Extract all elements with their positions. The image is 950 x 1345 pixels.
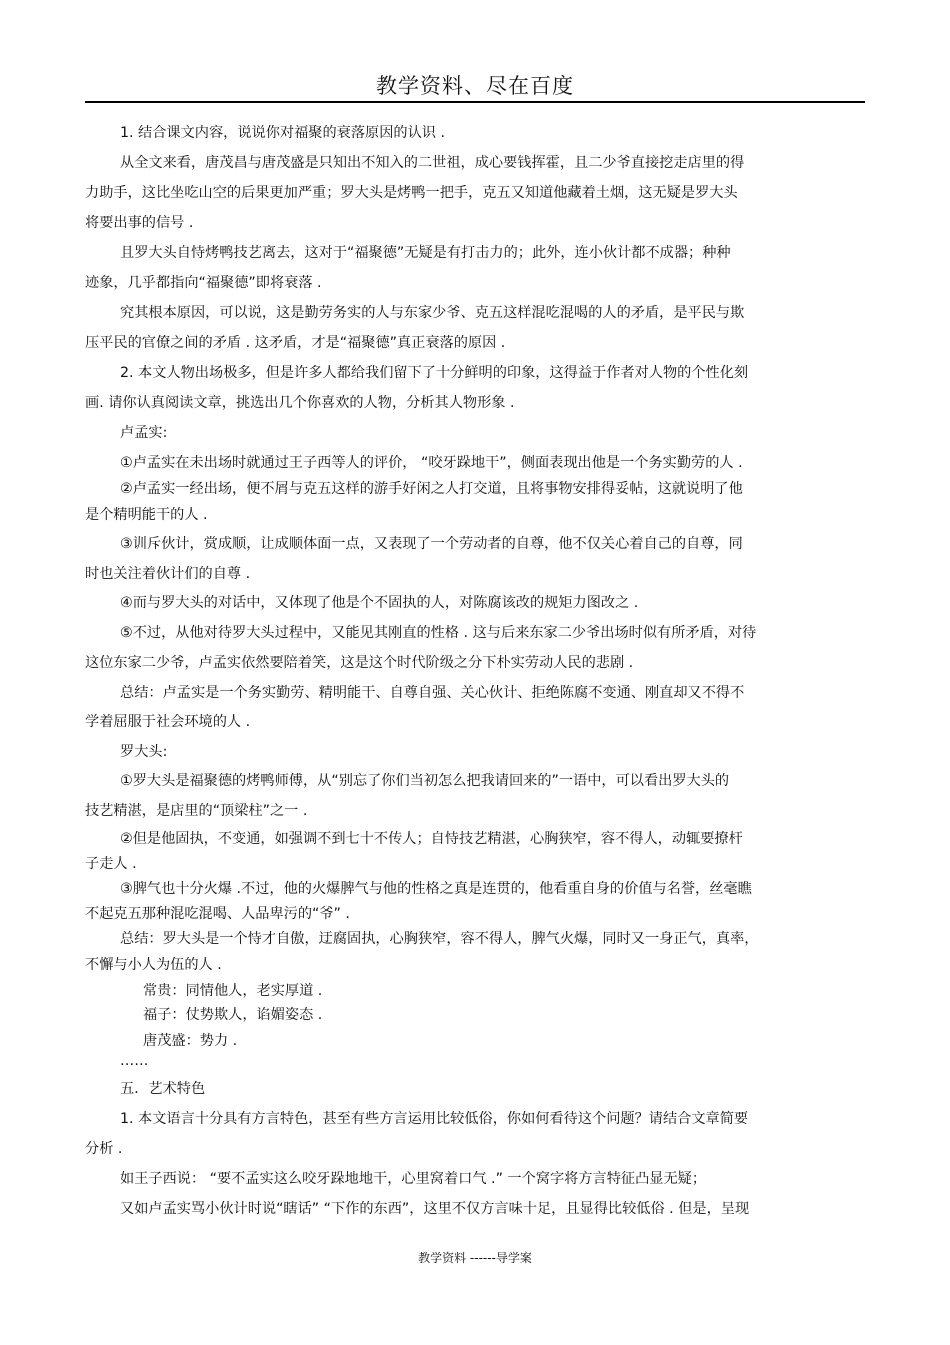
- text-line: 分析 .: [85, 1141, 123, 1157]
- text-line: 唐茂盛：势力 .: [143, 1033, 238, 1049]
- text-line: 2. 本文人物出场极多，但是许多人都给我们留下了十分鲜明的印象，这得益于作者对人物的个性化刻: [120, 365, 749, 381]
- text-line: ④而与罗大头的对话中，又体现了他是个不固执的人，对陈腐该改的规矩力图改之 .: [120, 595, 639, 611]
- text-line: 不起克五那种混吃混喝、人品卑污的“爷” .: [85, 906, 350, 922]
- section-heading: 罗大头:: [120, 744, 168, 760]
- text-line: 时也关注着伙计们的自尊 .: [85, 566, 251, 582]
- text-line: 1. 结合课文内容，说说你对福聚的衰落原因的认识 .: [120, 125, 446, 141]
- text-line: 压平民的官僚之间的矛盾 . 这矛盾，才是“福聚德”真正衰落的原因 .: [85, 335, 506, 351]
- text-line: 不懈与小人为伍的人 .: [85, 957, 222, 973]
- text-line: ①罗大头是福聚德的烤鸭师傅，从“别忘了你们当初怎么把我请回来的”一语中，可以看出罗大头的: [120, 773, 730, 789]
- text-line: 是个精明能干的人 .: [85, 507, 208, 523]
- text-line: ③脾气也十分火爆 .不过，他的火爆脾气与他的性格之真是连贯的，他看重自身的价值与名誉，丝毫瞧: [120, 881, 752, 897]
- page-header-title: 教学资料、尽在百度: [376, 74, 574, 98]
- text-line: 如王子西说： “要不孟实这么咬牙跺地地干，心里窝着口气 .” 一个窝字将方言特征凸显无疑；: [120, 1171, 707, 1187]
- text-line: 这位东家二少爷，卢孟实依然要陪着笑，这是这个时代阶级之分下朴实劳动人民的悲剧 .: [85, 655, 634, 671]
- text-line: 常贵：同情他人，老实厚道 .: [143, 983, 323, 999]
- text-line: 且罗大头自恃烤鸭技艺离去，这对于“福聚德”无疑是有打击力的；此外，连小伙计都不成器；种种: [120, 245, 731, 261]
- text-line: 将要出事的信号 .: [85, 215, 194, 231]
- text-line: 技艺精湛，是店里的“顶梁柱”之一 .: [85, 803, 308, 819]
- section-heading: 卢孟实:: [120, 425, 168, 441]
- text-line: ②但是他固执，不变通，如强调不到七十不传人；自恃技艺精湛，心胸狭窄，容不得人，动辄要撩杆: [120, 831, 743, 847]
- text-line: 迹象，几乎都指向“福聚德”即将衰落 .: [85, 275, 322, 291]
- text-line: 又如卢孟实骂小伙计时说“瞎话” “下作的东西”，这里不仅方言味十足，且显得比较低俗 . 但是，呈现: [120, 1201, 750, 1217]
- text-line: ②卢孟实一经出场，便不屑与克五这样的游手好闲之人打交道，且将事物安排得妥帖，这就说明了他: [120, 481, 743, 497]
- text-line: 总结：罗大头是一个恃才自傲，迂腐固执，心胸狭窄，容不得人，脾气火爆，同时又一身正气，真率，: [120, 931, 759, 947]
- text-line: 画. 请你认真阅读文章，挑选出几个你喜欢的人物，分析其人物形象 .: [85, 395, 515, 411]
- header-rule: [85, 101, 865, 103]
- text-line: ⑤不过，从他对待罗大头过程中，又能见其刚直的性格 . 这与后来东家二少爷出场时似有所矛盾，对待: [120, 625, 757, 641]
- ellipsis: ……: [120, 1053, 149, 1069]
- text-line: 从全文来看，唐茂昌与唐茂盛是只知出不知入的二世祖，成心要钱挥霍，且二少爷直接挖走店里的得: [120, 155, 745, 171]
- text-line: 总结：卢孟实是一个务实勤劳、精明能干、自尊自强、关心伙计、拒绝陈腐不变通、刚直却又不得不: [120, 685, 745, 701]
- text-line: 子走人 .: [85, 856, 137, 872]
- text-line: 1. 本文语言十分具有方言特色，甚至有些方言运用比较低俗，你如何看待这个问题？请结合文章简要: [120, 1111, 749, 1127]
- section-heading: 五．艺术特色: [120, 1081, 206, 1097]
- text-line: 究其根本原因，可以说，这是勤劳务实的人与东家少爷、克五这样混吃混喝的人的矛盾，是平民与欺: [120, 305, 745, 321]
- text-line: ①卢孟实在未出场时就通过王子西等人的评价， “咬牙跺地干”，侧面表现出他是一个务实勤劳的人 .: [120, 455, 743, 471]
- text-line: 学着屈服于社会环境的人 .: [85, 714, 251, 730]
- text-line: 福子：仗势欺人，谄媚姿态 .: [143, 1007, 323, 1023]
- text-line: 力助手，这比坐吃山空的后果更加严重；罗大头是烤鸭一把手，克五又知道他藏着土烟，这无疑是罗大头: [85, 185, 738, 201]
- text-line: ③训斥伙计，赏成顺，让成顺体面一点，又表现了一个劳动者的自尊，他不仅关心着自己的自尊，同: [120, 536, 743, 552]
- page-footer: 教学资料 ------导学案: [418, 1251, 532, 1265]
